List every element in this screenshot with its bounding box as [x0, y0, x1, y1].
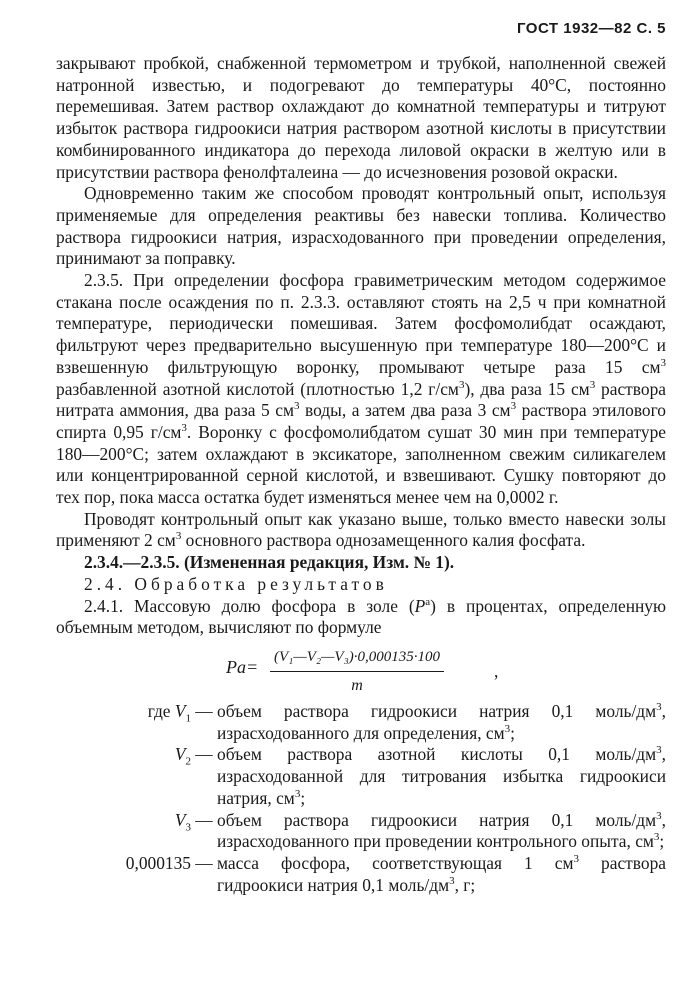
formula-denominator: m: [351, 676, 363, 694]
variable-list: [56, 701, 666, 896]
variable-description: объем раствора гидроокиси натрия 0,1 моль/$дм^3$, израсходованного для определения, $см^3$;: [217, 700, 666, 743]
paragraph-control-phosphate: Проводят контрольный опыт как указано выше, только вместо навески золы применяют 2 $см^3$ основного раствора однозамещенного калия фосфата.: [56, 508, 666, 551]
variable-dash: —: [195, 744, 213, 765]
paragraph-2-4-1: 2.4.1. Массовую долю фосфора в золе $(P^a)$ в процентах, определенную объемным методом, вычисляют по формуле: [56, 595, 666, 638]
variable-symbol: $V_2$: [174, 744, 191, 768]
variable-v1: [56, 701, 666, 744]
variable-symbol: $V_3$: [174, 809, 191, 833]
variable-description: объем раствора азотной кислоты 0,1 моль/$дм^3$, израсходованной для титрования избытка гидроокиси натрия, $см^3$;: [217, 744, 666, 808]
variable-description: масса фосфора, соответствующая 1 $см^3$ раствора гидроокиси натрия 0,1 моль/$дм^3$, г;: [217, 852, 666, 895]
paragraph-control-experiment: Одновременно таким же способом проводят контрольный опыт, используя применяемые для определения реактивы без навески топлива. Количество раствора гидроокиси натрия, израсходованного при проведении определения, принимают за поправку.: [56, 183, 666, 269]
paragraph-amendment: 2.3.4.—2.3.5. (Измененная редакция, Изм. № 1).: [84, 552, 455, 573]
section-heading-results: 2.4. Обработка результатов: [84, 573, 388, 594]
document-body: [56, 53, 666, 896]
formula-comma: ,: [494, 660, 499, 681]
variable-dash: —: [195, 700, 213, 721]
variable-v2: [56, 744, 666, 809]
variable-symbol: 0,000135: [125, 852, 191, 873]
variable-description: объем раствора гидроокиси натрия 0,1 моль/$дм^3$, израсходованного при проведении контрольного опыта, $см^3$;: [217, 809, 666, 852]
variable-symbol: где $V_1$: [147, 700, 191, 725]
paragraph-2-3-5: 2.3.5. При определении фосфора гравиметрическим методом содержимое стакана после осаждения по п. 2.3.3. оставляют стоять на 2,5 ч при комнатной температуре, периодически помешивая. Затем фосфомолибдат осаждают, фильтруют через предварительно высушенную при температуре 180—200°С и взвешенную фильтрующую воронку, промывают четыре раза 15 $см^3$ разбавленной азотной кислотой (плотностью 1,2 $г/см^3$), два раза 15 $см^3$ раствора нитрата аммония, два раза 5 $см^3$ воды, а затем два раза 3 $см^3$ раствора этилового спирта 0,95 $г/см^3$. Воронку с фосфомолибдатом сушат 30 мин при температуре 180—200°С; затем охлаждают в эксикаторе, заполненном свежим силикагелем или концентрированной серной кислотой, и взвешивают. Сушку повторяют до тех пор, пока масса остатка будет изменяться менее чем на 0,0002 г.: [56, 270, 666, 508]
formula-lhs: Pa=: [226, 656, 259, 677]
formula-fraction: [270, 647, 444, 696]
formula-numerator: (V₁—V₂—V₃)·0,000135·100: [270, 647, 444, 672]
variable-dash: —: [195, 852, 213, 873]
page-header: ГОСТ 1932—82 С. 5: [517, 20, 666, 37]
variable-dash: —: [195, 809, 213, 830]
paragraph-continuation: закрывают пробкой, снабженной термометром и трубкой, наполненной свежей натронной известью, и подогревают до температуры 40°С, постоянно перемешивая. Затем раствор охлаждают до комнатной температуры и титруют избыток раствора гидроокиси натрия раствором азотной кислоты в присутствии комбинированного индикатора до перехода лиловой окраски в желтую или в присутствии раствора фенолфталеина — до исчезновения розовой окраски.: [56, 53, 666, 182]
variable-v3: [56, 810, 666, 853]
formula: [56, 641, 666, 699]
variable-constant: [56, 853, 666, 896]
